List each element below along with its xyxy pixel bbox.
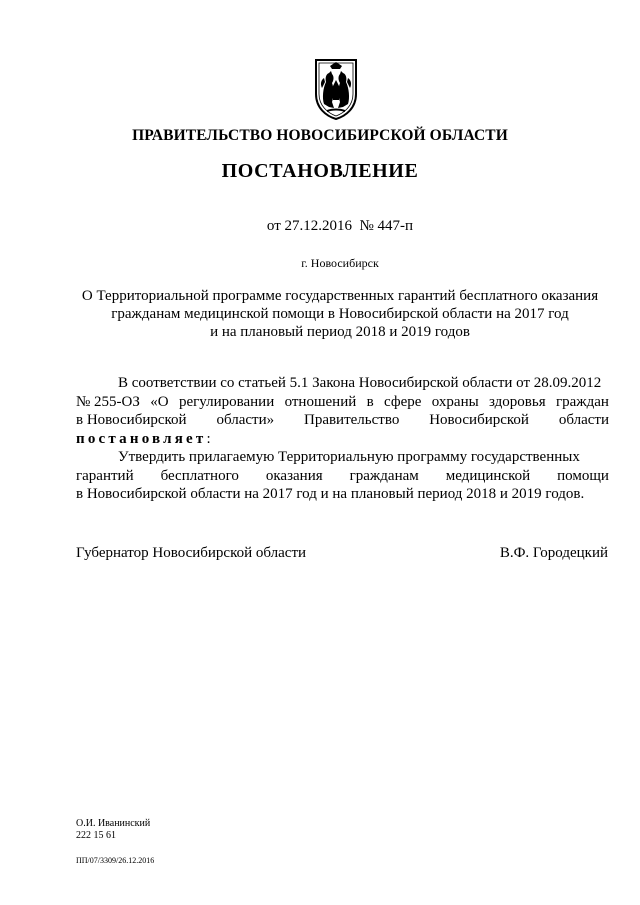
- body-line: [76, 467, 609, 486]
- word: «О: [150, 393, 169, 410]
- document-body: [76, 374, 609, 504]
- document-reference: ПП/07/3309/26.12.2016: [76, 856, 155, 865]
- word: в: [366, 393, 374, 410]
- executor-block: [76, 818, 150, 842]
- body-line: Утвердить прилагаемую Территориальную программу государственных: [118, 449, 580, 465]
- subject-line: гражданам медицинской помощи в Новосибирской области на 2017 год: [111, 306, 569, 322]
- word: бесплатного: [160, 467, 239, 484]
- body-line: [76, 411, 609, 430]
- coat-of-arms-icon: [312, 58, 360, 120]
- word: в Новосибирской: [76, 412, 187, 428]
- word: гражданам: [349, 467, 419, 484]
- word: области: [558, 412, 609, 428]
- executor-phone: 222 15 61: [76, 830, 116, 841]
- word: Новосибирской: [429, 412, 529, 428]
- decree-colon: :: [206, 430, 211, 447]
- executor-name: О.И. Иванинский: [76, 818, 151, 829]
- word: медицинской: [445, 467, 531, 484]
- signatory-name: В.Ф. Городецкий: [499, 545, 608, 561]
- word: оказания: [265, 467, 323, 484]
- word: здоровья: [489, 393, 546, 410]
- document-date-number: от 27.12.2016 № 447-п: [266, 218, 414, 234]
- decree-word: постановляет: [76, 430, 207, 447]
- government-name: ПРАВИТЕЛЬСТВО НОВОСИБИРСКОЙ ОБЛАСТИ: [132, 127, 508, 144]
- body-line: [76, 393, 609, 412]
- word: гарантий: [76, 467, 134, 484]
- document-city: г. Новосибирск: [301, 256, 379, 270]
- body-line: В соответствии со статьей 5.1 Закона Новосибирской области от 28.09.2012: [118, 375, 602, 391]
- word: регулировании: [178, 393, 275, 410]
- word: отношений: [284, 393, 357, 410]
- word: охраны: [431, 393, 479, 410]
- word: помощи: [557, 467, 609, 484]
- word: области»: [216, 412, 275, 428]
- subject-line: и на плановый период 2018 и 2019 годов: [210, 324, 470, 340]
- word: сфере: [384, 393, 422, 410]
- word: граждан: [555, 393, 609, 410]
- subject-line: О Территориальной программе государственных гарантий бесплатного оказания: [81, 288, 599, 304]
- word: Правительство: [303, 412, 400, 428]
- document-type: ПОСТАНОВЛЕНИЕ: [221, 160, 419, 182]
- word: № 255-ОЗ: [76, 393, 140, 410]
- signatory-position: Губернатор Новосибирской области: [76, 545, 307, 561]
- document-subject: [70, 287, 610, 341]
- body-line: в Новосибирской области на 2017 год и на плановый период 2018 и 2019 годов.: [76, 486, 585, 502]
- body-line: [76, 430, 609, 449]
